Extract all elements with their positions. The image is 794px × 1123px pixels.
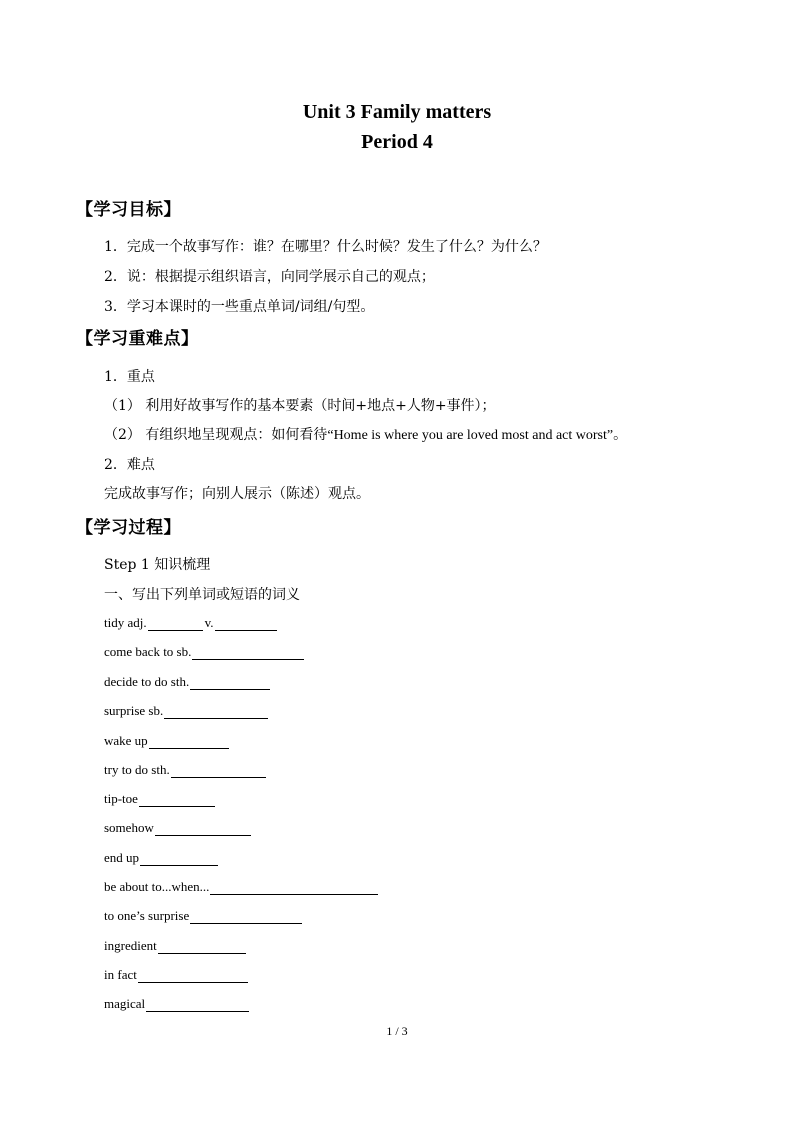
vocab-term: somehow [104,820,154,835]
answer-blank[interactable] [190,675,270,690]
focus-item-2 [104,424,627,444]
focus-item-2-quote: “Home is where you are loved most and act worst” [327,428,614,443]
vocab-term: ingredient [104,938,157,953]
vocab-term: wake up [104,733,148,748]
focus-item-2-prefix: （2） 有组织地呈现观点：如何看待 [104,427,328,443]
vocab-term: come back to sb. [104,644,192,659]
answer-blank[interactable] [164,704,268,719]
answer-blank[interactable] [158,939,246,954]
vocab-term: surprise sb. [104,703,164,718]
step-label: Step 1 知识梳理 [104,557,211,573]
vocab-item [104,967,248,983]
answer-blank[interactable] [138,968,248,983]
difficulty-text: 完成故事写作；向别人展示（陈述）观点。 [104,486,370,502]
key-points-heading: 【学习重难点】 [76,329,199,349]
objective-item-1: 1．完成一个故事写作：谁？在哪里？什么时候？发生了什么？为什么？ [104,239,547,255]
answer-blank[interactable] [140,851,218,866]
vocab-term: to one’s surprise [104,908,190,923]
vocab-term: v. [204,615,214,630]
objectives-heading: 【学习目标】 [76,200,181,220]
answer-blank[interactable] [146,997,249,1012]
vocab-item [104,674,270,690]
answer-blank[interactable] [192,645,304,660]
vocab-item [104,733,229,749]
difficulty-label: 2．难点 [104,457,155,473]
task-label: 一、写出下列单词或短语的词义 [104,587,300,603]
focus-label: 1．重点 [104,369,155,385]
objective-item-3: 3．学习本课时的一些重点单词/词组/句型。 [104,299,375,315]
vocab-item [104,820,251,836]
vocab-item [104,908,302,924]
answer-blank[interactable] [155,821,251,836]
vocab-item [104,850,218,866]
answer-blank[interactable] [171,763,266,778]
vocab-term: in fact [104,967,137,982]
focus-item-2-suffix: 。 [613,427,628,443]
vocab-item [104,791,215,807]
vocab-item [104,938,246,954]
answer-blank[interactable] [148,616,203,631]
document-subtitle: Period 4 [361,131,433,153]
vocab-item [104,644,304,660]
vocab-term: magical [104,996,146,1011]
document-title: Unit 3 Family matters [302,101,492,123]
vocab-item [104,996,249,1012]
vocab-item [104,762,266,778]
objective-item-2: 2．说：根据提示组织语言，向同学展示自己的观点； [104,269,435,285]
page-number: 1 / 3 [386,1024,408,1038]
answer-blank[interactable] [215,616,277,631]
answer-blank[interactable] [190,909,302,924]
answer-blank[interactable] [210,880,378,895]
answer-blank[interactable] [149,734,229,749]
process-heading: 【学习过程】 [76,518,181,538]
vocab-term: be about to...when... [104,879,210,894]
vocab-term: tidy adj. [104,615,147,630]
vocab-term: try to do sth. [104,762,170,777]
vocab-item [104,703,268,719]
vocab-term: end up [104,850,140,865]
vocab-item-tidy [104,615,277,631]
focus-item-1: （1） 利用好故事写作的基本要素（时间+地点+人物+事件）； [104,398,496,414]
vocab-term: decide to do sth. [104,674,190,689]
vocab-item [104,879,378,895]
answer-blank[interactable] [139,792,215,807]
vocab-term: tip-toe [104,791,138,806]
